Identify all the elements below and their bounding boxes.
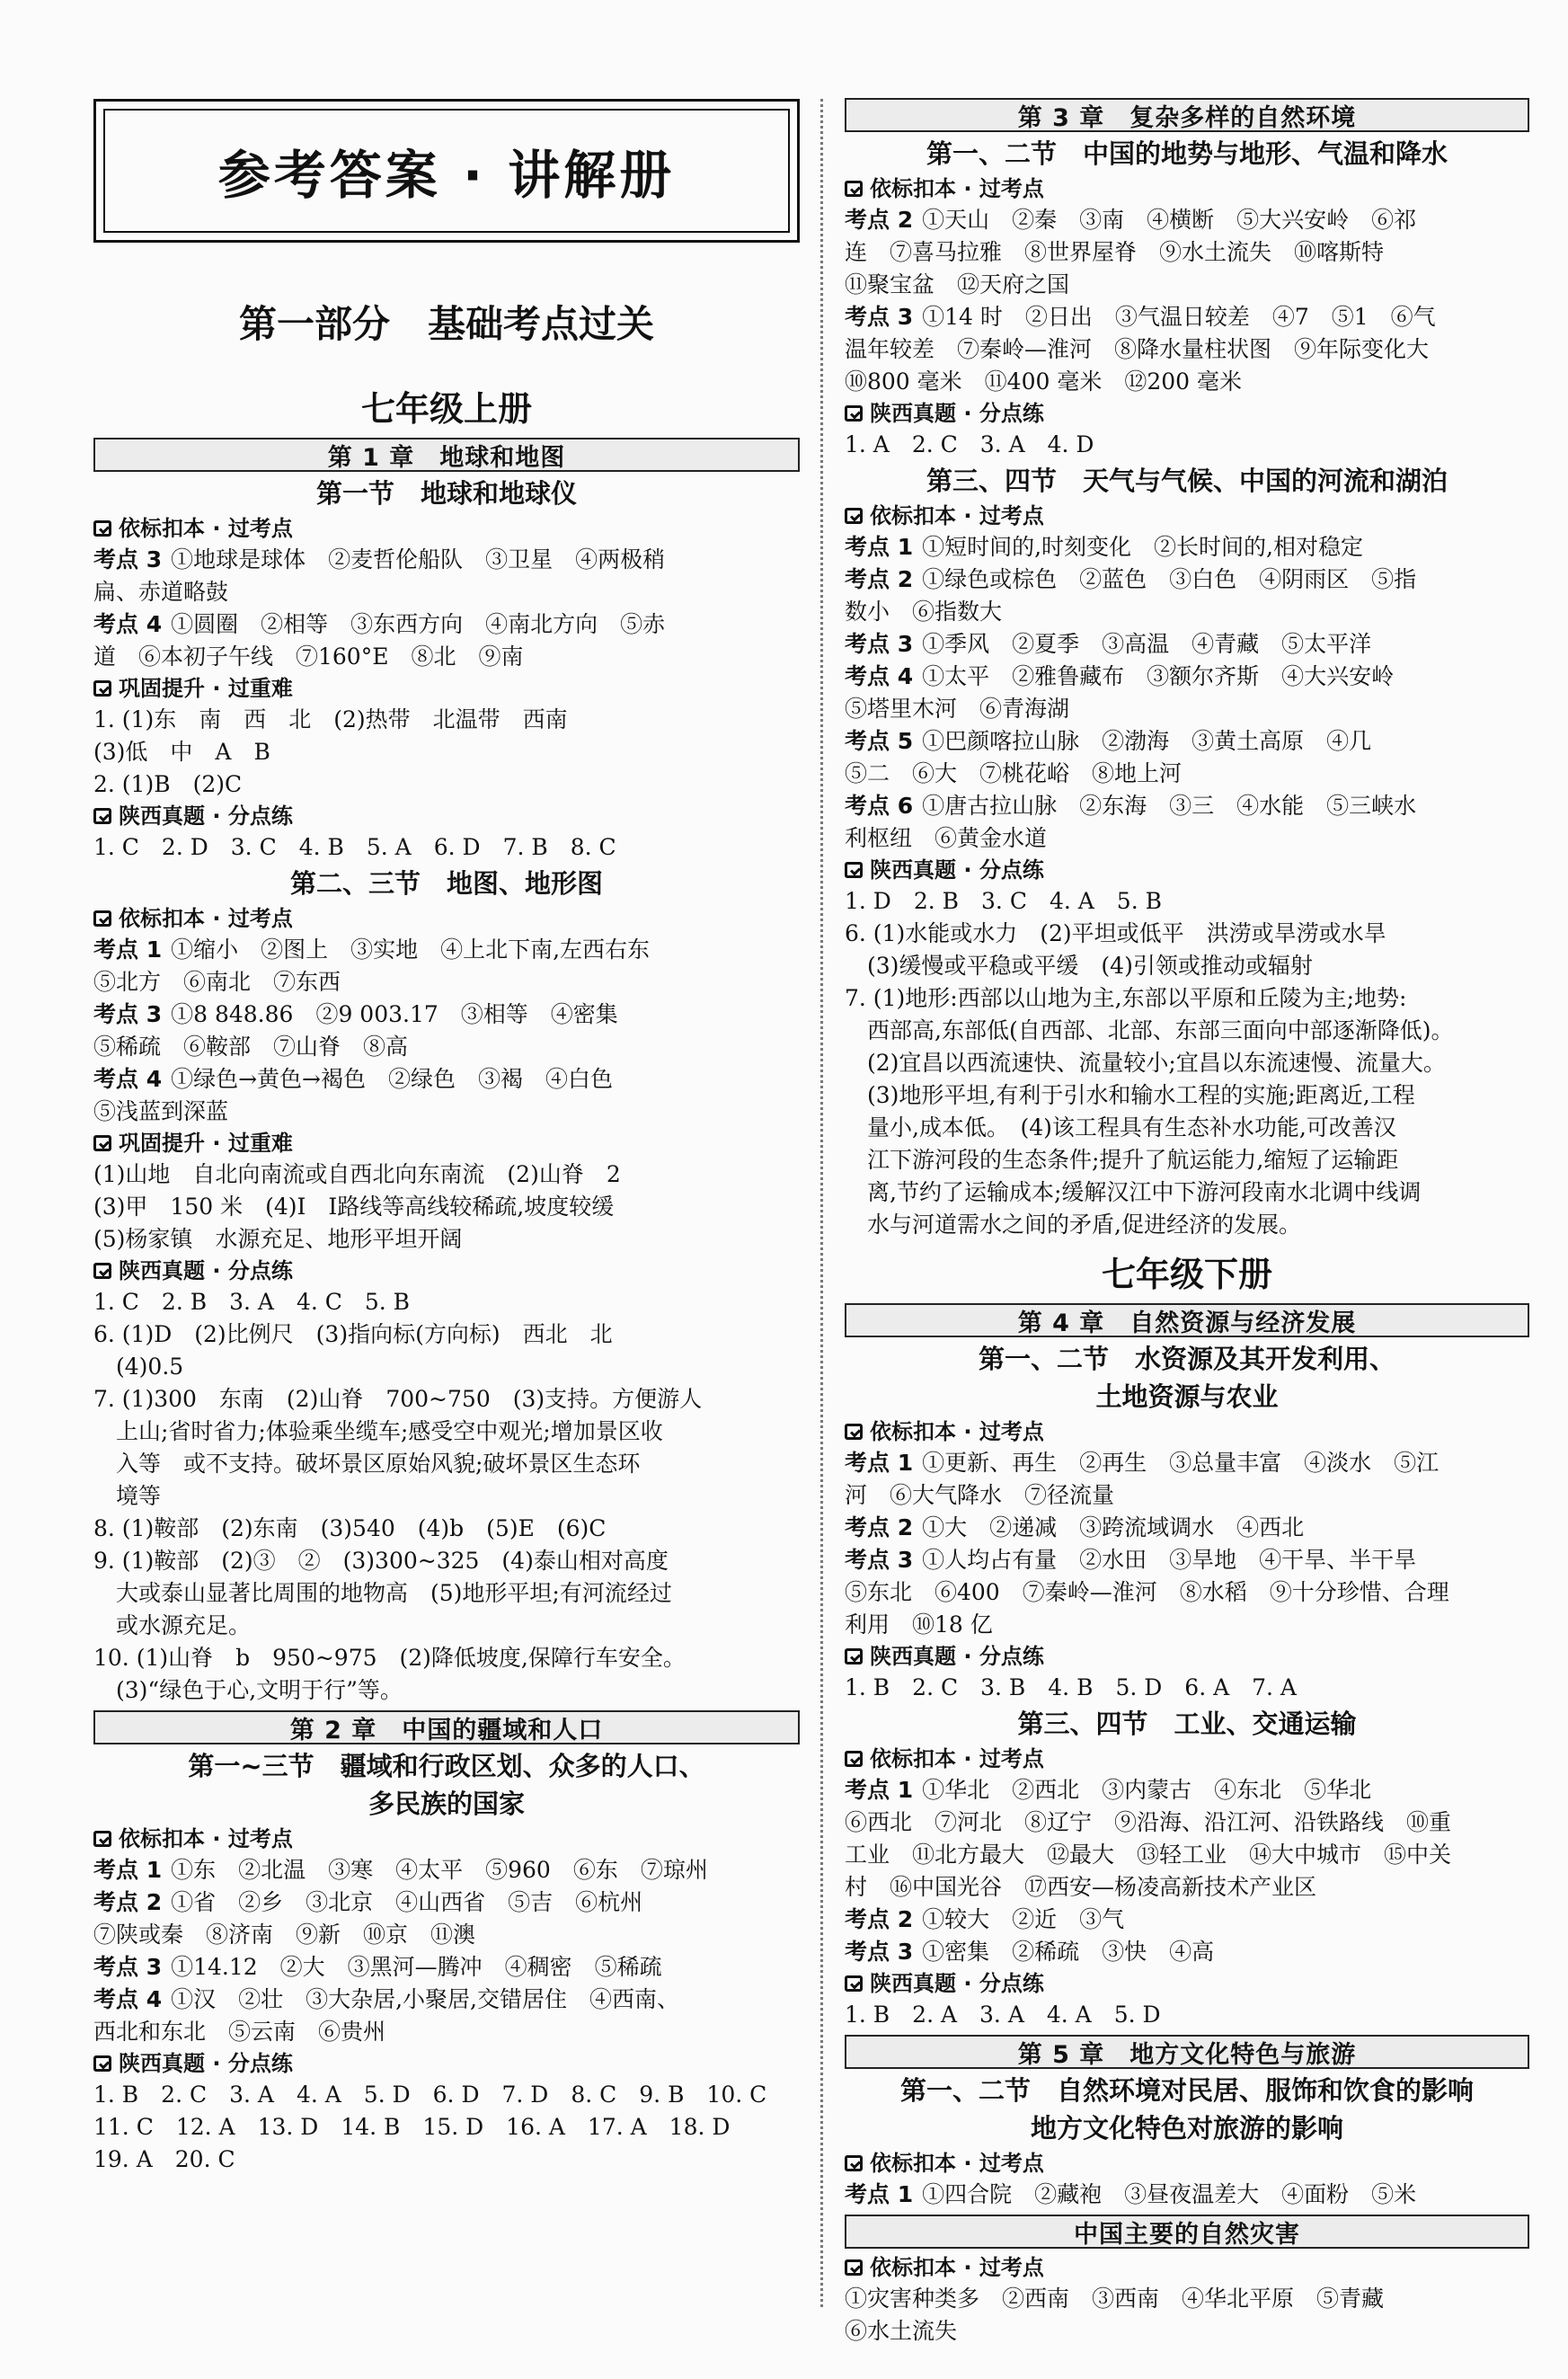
- answer-line: 考点 3 ①人均占有量 ②水田 ③旱地 ④干旱、半干旱: [845, 1547, 1417, 1573]
- answer-line: 11. C 12. A 13. D 14. B 15. D 16. A 17. A 18. D: [93, 2114, 731, 2140]
- answer-line: 7. (1)地形:西部以山地为主,东部以平原和丘陵为主;地势:: [845, 985, 1407, 1011]
- answer-line: ⑥水土流失: [845, 2318, 958, 2344]
- answer-line: 10. (1)山脊 b 950~975 (2)降低坡度,保障行车安全。: [93, 1645, 686, 1671]
- answer-line: 考点 2 ①大 ②递减 ③跨流域调水 ④西北: [845, 1514, 1305, 1540]
- answer-line: 2. (1)B (2)C: [93, 771, 243, 797]
- answer-line: ⑪聚宝盆 ⑫天府之国: [845, 271, 1070, 297]
- basic-tag: 依标扣本 · 过考点: [845, 501, 1529, 531]
- basic-tag: 依标扣本 · 过考点: [845, 173, 1529, 204]
- answer-line: 考点 2 ①较大 ②近 ③气: [845, 1906, 1125, 1932]
- answer-line: 扁、赤道略鼓: [93, 579, 229, 605]
- answer-line: 河 ⑥大气降水 ⑦径流量: [845, 1482, 1115, 1508]
- answer-line: 境等: [93, 1483, 162, 1509]
- answer-line: 考点 1 ①短时间的,时刻变化 ②长时间的,相对稳定: [845, 534, 1364, 560]
- answer-line: 考点 2 ①省 ②乡 ③北京 ④山西省 ⑤吉 ⑥杭州: [93, 1889, 643, 1915]
- answer-line: 8. (1)鞍部 (2)东南 (3)540 (4)b (5)E (6)C: [93, 1515, 607, 1541]
- book-icon: [845, 405, 863, 422]
- chapter-heading: 第 1 章 地球和地图: [93, 438, 800, 472]
- left-column: [93, 99, 800, 2176]
- book-icon: [845, 862, 863, 878]
- answer-line: (3)“绿色于心,文明于行”等。: [93, 1677, 403, 1703]
- basic-tag: 依标扣本 · 过考点: [845, 2252, 1529, 2283]
- answer-line: ⑥西北 ⑦河北 ⑧辽宁 ⑨沿海、沿江河、沿铁路线 ⑩重: [845, 1809, 1452, 1835]
- shaanxi-tag: 陕西真题 · 分点练: [93, 2048, 800, 2079]
- answer-line: 考点 4 ①太平 ②雅鲁藏布 ③额尔齐斯 ④大兴安岭: [845, 663, 1395, 689]
- answer-line: 1. D 2. B 3. C 4. A 5. B: [845, 888, 1162, 914]
- book-icon: [845, 1424, 863, 1440]
- answer-line: 1. (1)东 南 西 北 (2)热带 北温带 西南: [93, 706, 568, 732]
- answer-line: 1. B 2. C 3. B 4. B 5. D 6. A 7. A: [845, 1674, 1297, 1700]
- answer-line: 1. B 2. C 3. A 4. A 5. D 6. D 7. D 8. C 9. B 10. C: [93, 2082, 767, 2108]
- answer-line: (3)低 中 A B: [93, 739, 270, 765]
- answer-line: 1. B 2. A 3. A 4. A 5. D: [845, 2002, 1161, 2028]
- answer-line: 考点 2 ①天山 ②秦 ③南 ④横断 ⑤大兴安岭 ⑥祁: [845, 207, 1417, 233]
- book-icon: [93, 520, 111, 537]
- answer-line: 上山;省时省力;体验乘坐缆车;感受空中观光;增加景区收: [93, 1418, 663, 1444]
- answer-line: 考点 4 ①绿色→黄色→褐色 ②绿色 ③褐 ④白色: [93, 1066, 614, 1092]
- section-title: 第一、二节 中国的地势与地形、气温和降水: [926, 138, 1448, 169]
- answer-line: 村 ⑯中国光谷 ⑰西安—杨凌高新技术产业区: [845, 1874, 1317, 1900]
- answer-line: 考点 3 ①14.12 ②大 ③黑河—腾冲 ④稠密 ⑤稀疏: [93, 1954, 662, 1980]
- answer-line: (3)缓慢或平稳或平缓 (4)引领或推动或辐射: [845, 953, 1313, 979]
- book-icon: [93, 2055, 111, 2072]
- answer-line: 考点 1 ①缩小 ②图上 ③实地 ④上北下南,左西右东: [93, 937, 651, 963]
- part-title: 第一部分 基础考点过关: [238, 302, 654, 346]
- answer-line: 考点 1 ①更新、再生 ②再生 ③总量丰富 ④淡水 ⑤江: [845, 1450, 1440, 1476]
- answer-line: (3)地形平坦,有利于引水和输水工程的实施;距离近,工程: [845, 1082, 1415, 1108]
- answer-line: 考点 3 ①密集 ②稀疏 ③快 ④高: [845, 1939, 1215, 1965]
- answer-line: ⑦陕或秦 ⑧济南 ⑨新 ⑩京 ⑪澳: [93, 1922, 476, 1948]
- right-column: [845, 94, 1529, 2348]
- answer-line: 水与河道需水之间的矛盾,促进经济的发展。: [845, 1212, 1301, 1238]
- answer-line: 考点 2 ①绿色或棕色 ②蓝色 ③白色 ④阴雨区 ⑤指: [845, 566, 1417, 592]
- chapter-heading: 第 4 章 自然资源与经济发展: [845, 1303, 1529, 1337]
- book-icon: [845, 2155, 863, 2171]
- chapter-heading: 第 3 章 复杂多样的自然环境: [845, 98, 1529, 132]
- section-title: 土地资源与农业: [1095, 1381, 1279, 1412]
- title-box: [93, 99, 800, 243]
- answer-line: 6. (1)D (2)比例尺 (3)指向标(方向标) 西北 北: [93, 1321, 613, 1347]
- answer-line: (5)杨家镇 水源充足、地形平坦开阔: [93, 1226, 463, 1252]
- book-icon: [845, 181, 863, 197]
- answer-line: ⑤稀疏 ⑥鞍部 ⑦山脊 ⑧高: [93, 1034, 409, 1060]
- answer-line: 1. A 2. C 3. A 4. D: [845, 431, 1094, 457]
- shaanxi-tag: 陕西真题 · 分点练: [845, 398, 1529, 429]
- answer-line: 利枢纽 ⑥黄金水道: [845, 825, 1048, 851]
- basic-tag: 依标扣本 · 过考点: [93, 903, 800, 934]
- basic-tag: 依标扣本 · 过考点: [845, 1416, 1529, 1447]
- answer-line: 1. C 2. D 3. C 4. B 5. A 6. D 7. B 8. C: [93, 834, 616, 860]
- answer-line: 考点 1 ①华北 ②西北 ③内蒙古 ④东北 ⑤华北: [845, 1777, 1372, 1803]
- answer-line: (2)宜昌以西流速快、流量较小;宜昌以东流速慢、流量大。: [845, 1050, 1446, 1076]
- shaanxi-tag: 陕西真题 · 分点练: [845, 1641, 1529, 1672]
- book-icon: [845, 508, 863, 524]
- answer-line: 7. (1)300 东南 (2)山脊 700~750 (3)支持。方便游人: [93, 1386, 703, 1412]
- book-icon: [845, 1975, 863, 1992]
- chapter-heading: 中国主要的自然灾害: [845, 2215, 1529, 2249]
- answer-line: 考点 3 ①14 时 ②日出 ③气温日较差 ④7 ⑤1 ⑥气: [845, 304, 1436, 330]
- book-icon: [845, 1751, 863, 1767]
- answer-line: 考点 1 ①四合院 ②藏袍 ③昼夜温差大 ④面粉 ⑤米: [845, 2181, 1417, 2207]
- answer-line: 温年较差 ⑦秦岭—淮河 ⑧降水量柱状图 ⑨年际变化大: [845, 336, 1430, 362]
- answer-line: 江下游河段的生态条件;提升了航运能力,缩短了运输距: [845, 1147, 1399, 1173]
- section-title: 地方文化特色对旅游的影响: [1030, 2113, 1343, 2144]
- answer-line: 9. (1)鞍部 (2)③ ② (3)300~325 (4)泰山相对高度: [93, 1548, 669, 1574]
- book-icon: [845, 1648, 863, 1664]
- answer-line: 19. A 20. C: [93, 2146, 235, 2172]
- section-title: 第三、四节 工业、交通运输: [1017, 1709, 1357, 1739]
- answer-line: 入等 或不支持。破坏景区原始风貌;破坏景区生态环: [93, 1451, 641, 1477]
- answer-line: 西北和东北 ⑤云南 ⑥贵州: [93, 2019, 386, 2045]
- basic-tag: 依标扣本 · 过考点: [93, 513, 800, 544]
- answer-line: 考点 6 ①唐古拉山脉 ②东海 ③三 ④水能 ⑤三峡水: [845, 793, 1417, 819]
- answer-line: 连 ⑦喜马拉雅 ⑧世界屋脊 ⑨水土流失 ⑩喀斯特: [845, 239, 1385, 265]
- answer-line: 工业 ⑪北方最大 ⑫最大 ⑬轻工业 ⑭大中城市 ⑮中关: [845, 1842, 1452, 1868]
- basic-tag: 依标扣本 · 过考点: [845, 2148, 1529, 2179]
- answer-line: 考点 4 ①圆圈 ②相等 ③东西方向 ④南北方向 ⑤赤: [93, 611, 666, 637]
- section-title: 第一、二节 自然环境对民居、服饰和饮食的影响: [899, 2075, 1474, 2106]
- shaanxi-tag: 陕西真题 · 分点练: [845, 1968, 1529, 1999]
- section-title: 第二、三节 地图、地形图: [289, 868, 603, 899]
- shaanxi-tag: 陕西真题 · 分点练: [845, 855, 1529, 885]
- answer-line: ⑤浅蓝到深蓝: [93, 1098, 229, 1124]
- section-title: 第一、二节 水资源及其开发利用、: [978, 1344, 1395, 1374]
- chapter-heading: 第 2 章 中国的疆域和人口: [93, 1710, 800, 1744]
- section-title: 第一节 地球和地球仪: [315, 478, 577, 509]
- answer-line: 数小 ⑥指数大: [845, 599, 1003, 625]
- answer-line: (4)0.5: [93, 1354, 184, 1380]
- section-title: 第一~三节 疆域和行政区划、众多的人口、: [188, 1751, 705, 1781]
- book-icon: [93, 1263, 111, 1279]
- shaanxi-tag: 陕西真题 · 分点练: [93, 1256, 800, 1286]
- book-icon: [93, 1831, 111, 1847]
- answer-line: (3)甲 150 米 (4)Ⅰ Ⅰ路线等高线较稀疏,坡度较缓: [93, 1194, 615, 1220]
- basic-tag: 依标扣本 · 过考点: [93, 1824, 800, 1854]
- answer-line: 或水源充足。: [93, 1612, 252, 1638]
- improve-tag: 巩固提升 · 过重难: [93, 673, 800, 704]
- answer-line: 量小,成本低。 (4)该工程具有生态补水功能,可改善汉: [845, 1114, 1396, 1141]
- answer-line: 考点 5 ①巴颜喀拉山脉 ②渤海 ③黄土高原 ④几: [845, 728, 1372, 754]
- answer-line: 6. (1)水能或水力 (2)平坦或低平 洪涝或旱涝或水旱: [845, 920, 1386, 946]
- section-title: 第三、四节 天气与气候、中国的河流和湖泊: [926, 466, 1448, 496]
- grade-title: 七年级上册: [360, 389, 532, 429]
- answer-line: 1. C 2. B 3. A 4. C 5. B: [93, 1289, 411, 1315]
- answer-line: ⑤塔里木河 ⑥青海湖: [845, 696, 1070, 722]
- answer-line: 考点 3 ①季风 ②夏季 ③高温 ④青藏 ⑤太平洋: [845, 631, 1372, 657]
- answer-line: ①灾害种类多 ②西南 ③西南 ④华北平原 ⑤青藏: [845, 2286, 1385, 2312]
- book-icon: [93, 910, 111, 927]
- section-title: 多民族的国家: [368, 1789, 525, 1819]
- book-icon: [93, 680, 111, 697]
- page-title: 参考答案 · 讲解册: [217, 145, 676, 206]
- grade-title: 七年级下册: [1101, 1255, 1272, 1294]
- shaanxi-tag: 陕西真题 · 分点练: [93, 801, 800, 831]
- answer-line: 考点 1 ①东 ②北温 ③寒 ④太平 ⑤960 ⑥东 ⑦琼州: [93, 1857, 708, 1883]
- book-icon: [93, 808, 111, 824]
- answer-line: 西部高,东部低(自西部、北部、东部三面向中部逐渐降低)。: [845, 1017, 1454, 1043]
- basic-answers: [93, 544, 800, 673]
- answer-line: ⑤北方 ⑥南北 ⑦东西: [93, 969, 341, 995]
- answer-line: 考点 3 ①地球是球体 ②麦哲伦船队 ③卫星 ④两极稍: [93, 546, 666, 573]
- answer-line: 利用 ⑩18 亿: [845, 1611, 993, 1638]
- column-divider: [820, 99, 823, 2307]
- book-icon: [845, 2259, 863, 2276]
- answer-line: (1)山地 自北向南流或自西北向东南流 (2)山脊 2: [93, 1161, 621, 1187]
- answer-line: ⑤二 ⑥大 ⑦桃花峪 ⑧地上河: [845, 760, 1183, 786]
- chapter-heading: 第 5 章 地方文化特色与旅游: [845, 2035, 1529, 2069]
- improve-tag: 巩固提升 · 过重难: [93, 1128, 800, 1158]
- answer-line: ⑩800 毫米 ⑪400 毫米 ⑫200 毫米: [845, 368, 1242, 395]
- answer-line: 考点 3 ①8 848.86 ②9 003.17 ③相等 ④密集: [93, 1001, 618, 1027]
- answer-line: ⑤东北 ⑥400 ⑦秦岭—淮河 ⑧水稻 ⑨十分珍惜、合理: [845, 1579, 1449, 1605]
- book-icon: [93, 1135, 111, 1151]
- answer-line: 大或泰山显著比周围的地物高 (5)地形平坦;有河流经过: [93, 1580, 672, 1606]
- answer-line: 考点 4 ①汉 ②壮 ③大杂居,小聚居,交错居住 ④西南、: [93, 1986, 680, 2012]
- answer-line: 离,节约了运输成本;缓解汉江中下游河段南水北调中线调: [845, 1179, 1422, 1205]
- answer-line: 道 ⑥本初子午线 ⑦160°E ⑧北 ⑨南: [93, 644, 524, 670]
- basic-tag: 依标扣本 · 过考点: [845, 1744, 1529, 1774]
